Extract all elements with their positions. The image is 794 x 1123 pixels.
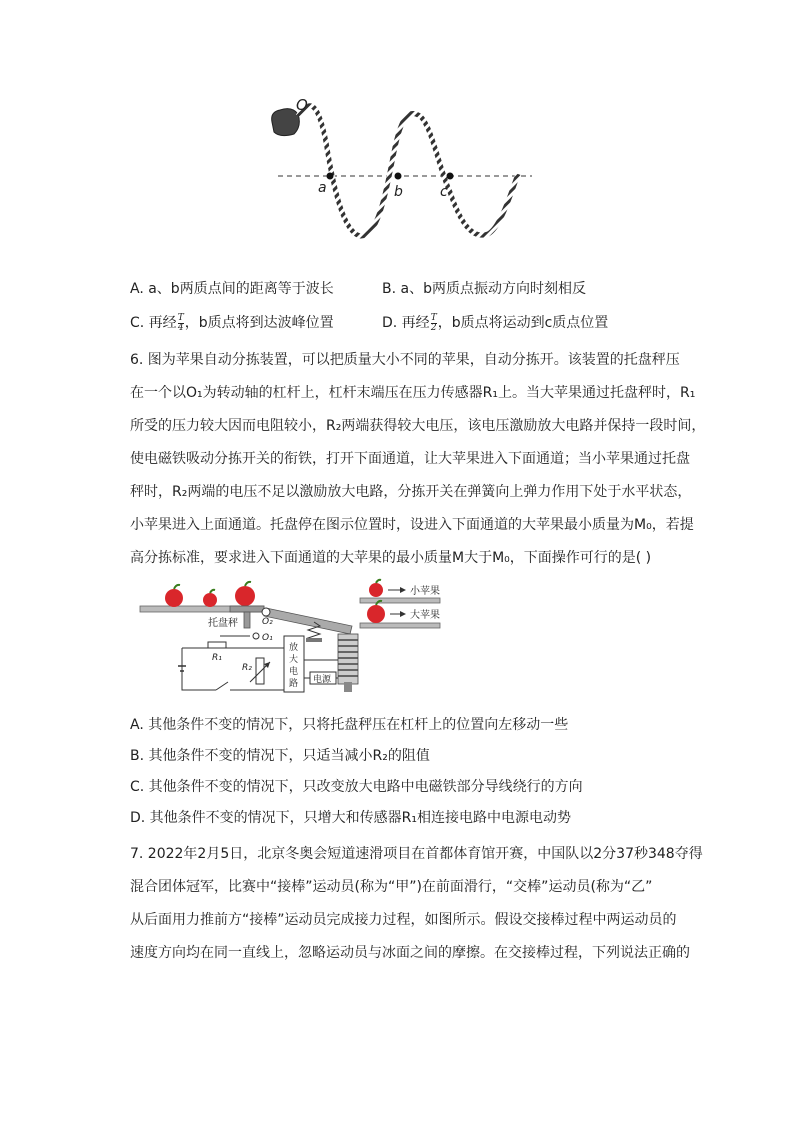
q5-option-b: B. a、b两质点振动方向时刻相反 — [382, 281, 586, 297]
label-b: b — [394, 184, 403, 200]
label-amp-4: 路 — [289, 679, 299, 689]
label-r2: R₂ — [242, 663, 252, 673]
q6-option-c: C. 其他条件不变的情况下，只改变放大电路中电磁铁部分导线绕行的方向 — [130, 779, 583, 795]
apple-icon — [369, 580, 383, 597]
point-b — [395, 173, 402, 180]
q5-option-d-pre: D. 再经 — [382, 315, 430, 331]
q6-option-a: A. 其他条件不变的情况下，只将托盘秤压在杠杆上的位置向左移动一些 — [130, 717, 569, 733]
q7-line: 7. 2022年2月5日，北京冬奥会短道速滑项目在首都体育馆开赛，中国队以2分37秒348夺得 — [130, 846, 703, 862]
q6-line: 秤时，R₂两端的电压不足以激励放大电路，分拣开关在弹簧向上弹力作用下处于水平状态， — [130, 484, 692, 500]
rope-wave — [298, 106, 518, 236]
label-amp-3: 电 — [289, 667, 299, 677]
q6-line: 使电磁铁吸动分拣开关的衔铁，打开下面通道，让大苹果进入下面通道；当小苹果通过托盘 — [130, 451, 690, 467]
wave-figure — [260, 92, 540, 252]
q6-option-d: D. 其他条件不变的情况下，只增大和传感器R₁相连接电路中电源电动势 — [130, 810, 572, 826]
q6-line: 6. 图为苹果自动分拣装置，可以把质量大小不同的苹果，自动分拣开。该装置的托盘秤压 — [130, 352, 680, 368]
label-o: O — [296, 96, 308, 114]
label-o1: O₁ — [262, 633, 273, 643]
q6-line: 在一个以O₁为转动轴的杠杆上，杠杆末端压在压力传感器R₁上。当大苹果通过托盘秤时，R₁ — [130, 385, 696, 401]
apple-icon — [235, 582, 255, 606]
q5-option-c — [130, 313, 334, 333]
label-c: c — [440, 184, 448, 200]
fraction-t-over-4: $\frac{T}{4}$ — [177, 312, 184, 333]
apple-icon — [165, 585, 183, 607]
q5-option-d-post: ，b质点将运动到c质点位置 — [437, 315, 609, 331]
q6-option-b: B. 其他条件不变的情况下，只适当减小R₂的阻值 — [130, 748, 430, 764]
label-small-apple: 小苹果 — [410, 586, 440, 597]
q7-line: 混合团体冠军，比赛中“接棒”运动员(称为“甲”)在前面滑行，“交棒”运动员(称为“乙” — [130, 879, 653, 895]
point-c — [447, 173, 454, 180]
q6-stem — [130, 344, 706, 575]
q6-line: 高分拣标准，要求进入下面通道的大苹果的最小质量M大于M₀，下面操作可行的是( ) — [130, 550, 652, 566]
q6-line: 所受的压力较大因而电阻较小，R₂两端获得较大电压，该电压激励放大电路并保持一段时间， — [130, 418, 706, 434]
label-amp-2: 大 — [289, 655, 299, 665]
apple-icon — [367, 601, 385, 623]
q7-stem — [130, 838, 703, 970]
point-a — [327, 173, 334, 180]
label-tray: 托盘秤 — [208, 618, 238, 629]
label-power: 电源 — [313, 675, 332, 685]
q6-line: 小苹果进入上面通道。托盘停在图示位置时，设进入下面通道的大苹果最小质量为M₀，若提 — [130, 517, 694, 533]
fraction-t-over-2: $\frac{T}{2}$ — [430, 312, 437, 333]
q5-option-a: A. a、b两质点间的距离等于波长 — [130, 281, 334, 297]
label-amp-1: 放 — [289, 643, 299, 653]
label-big-apple: 大苹果 — [410, 610, 440, 621]
label-r1: R₁ — [212, 653, 222, 663]
label-a: a — [318, 180, 327, 196]
apple-icon — [203, 590, 217, 607]
q5-option-c-pre: C. 再经 — [130, 315, 177, 331]
label-o2: O₂ — [262, 617, 273, 627]
q7-line: 速度方向均在同一直线上，忽略运动员与冰面之间的摩擦。在交接棒过程，下列说法正确的 — [130, 945, 690, 961]
q5-option-c-post: ，b质点将到达波峰位置 — [184, 315, 334, 331]
q7-line: 从后面用力推前方“接棒”运动员完成接力过程，如图所示。假设交接棒过程中两运动员的 — [130, 912, 677, 928]
q5-option-d — [382, 313, 608, 333]
apple-sorter-figure — [138, 578, 448, 698]
